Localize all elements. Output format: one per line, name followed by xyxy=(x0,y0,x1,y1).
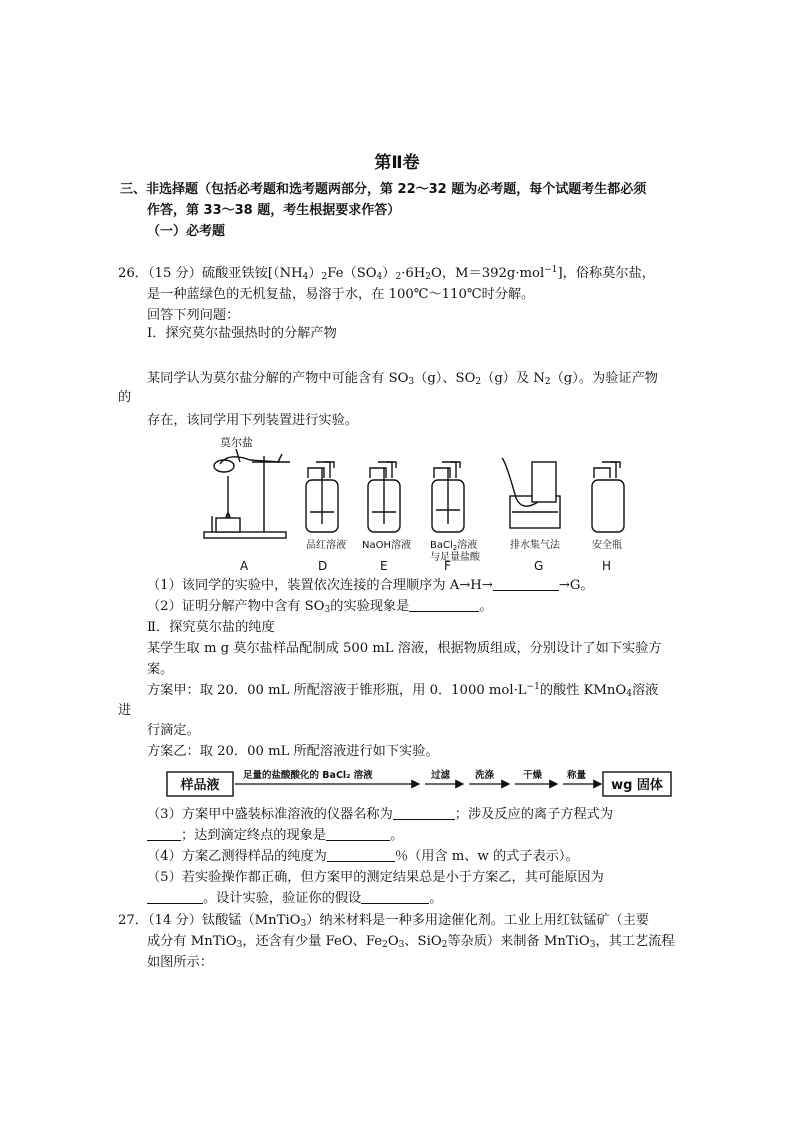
part3-heading-line1: 三、非选择题（包括必考题和选考题两部分，第 22～32 题为必考题，每个试题考生都必须 xyxy=(120,182,647,197)
q2-text: （2）证明分解产物中含有 SO xyxy=(147,599,325,614)
q26-question5: （5）若实验操作都正确，但方案甲的测定结果总是小于方案乙，其可能原因为 xyxy=(147,870,604,885)
q27-line2 xyxy=(147,933,675,951)
answer-blank[interactable] xyxy=(327,848,395,862)
subscript: 2 xyxy=(441,940,448,950)
q1-text: （1）该同学的实验中，装置依次连接的合理顺序为 A→H→ xyxy=(147,578,493,593)
subscript: 2 xyxy=(382,940,388,950)
flow-step1: 足量的盐酸酸化的 BaCl₂ 溶液 xyxy=(243,770,373,781)
q26-intro-text: O，M＝392g·mol xyxy=(431,266,545,281)
part3-heading-line2: 作答，第 33～38 题，考生根据要求作答） xyxy=(147,203,401,218)
subscript: 4 xyxy=(626,689,632,699)
q27-line3: 如图所示： xyxy=(147,955,213,970)
letter-e: E xyxy=(380,559,388,572)
q26-question2 xyxy=(147,598,493,616)
letter-g: G xyxy=(534,559,544,572)
apparatus-a xyxy=(204,435,290,538)
q2-text: 的实验现象是 xyxy=(330,599,410,614)
q26-plan-a-line2: 行滴定。 xyxy=(147,723,200,738)
bottle-f xyxy=(432,462,464,532)
q26-plan-a xyxy=(147,682,658,700)
para-text: 某同学认为莫尔盐分解的产物中可能含有 SO xyxy=(147,371,409,386)
q26-part1-heading: Ⅰ．探究莫尔盐强热时的分解产物 xyxy=(147,326,337,341)
superscript: −1 xyxy=(544,265,558,275)
superscript: −1 xyxy=(526,682,540,692)
q27-text: ）纳米材料是一种多用途催化剂。工业上用红钛锰矿（主要 xyxy=(306,913,650,928)
bottle-h xyxy=(592,462,624,532)
subscript: 2 xyxy=(321,272,328,282)
label-f-line2: 与足量盐酸 xyxy=(430,552,480,563)
q26-para1-line2: 存在，该同学用下列装置进行实验。 xyxy=(147,413,358,428)
q3-text: （3）方案甲中盛装标准溶液的仪器名称为 xyxy=(147,807,393,822)
q5-text: 。设计实验，验证你的假设 xyxy=(203,891,362,906)
q27-number: 27． xyxy=(118,913,148,928)
q26-plan-b: 方案乙：取 20．00 mL 所配溶液进行如下实验。 xyxy=(147,744,439,759)
section-title: 第Ⅱ卷 xyxy=(374,153,420,173)
q27-text: O xyxy=(387,934,399,949)
letter-a: A xyxy=(240,559,249,572)
label-d: 品红溶液 xyxy=(306,540,346,551)
flow-step3: 洗涤 xyxy=(475,770,495,781)
subscript: 4 xyxy=(302,272,309,282)
q2-text: 。 xyxy=(479,599,493,614)
q26-question4 xyxy=(147,848,579,866)
q1-text: →G。 xyxy=(558,578,594,593)
q27-text: 钛酸锰（MnTiO xyxy=(201,913,301,928)
q26-number: 26． xyxy=(118,266,148,281)
subscript: 3 xyxy=(408,377,415,387)
q26-intro-text: 硫酸亚铁铵[（NH xyxy=(201,266,303,281)
flow-start: 样品液 xyxy=(180,778,220,793)
para-text: （g）及 N xyxy=(481,371,545,386)
q3-text: ；涉及反应的离子方程式为 xyxy=(454,807,614,822)
label-h: 安全瓶 xyxy=(592,540,622,551)
letter-h: H xyxy=(602,559,612,572)
bottle-e xyxy=(368,462,400,532)
q26-intro-text: ·6H xyxy=(401,266,426,281)
q3-text: ；达到滴定终点的现象是 xyxy=(181,828,327,843)
subscript: 3 xyxy=(236,940,243,950)
q27-score: （14 分） xyxy=(147,913,202,928)
para-text: （g）。为验证产物 xyxy=(550,371,658,386)
q27-text: 、SiO xyxy=(404,934,442,949)
letter-d: D xyxy=(318,559,328,572)
flow-end: wg 固体 xyxy=(611,778,663,793)
answer-blank[interactable] xyxy=(493,577,559,591)
q26-part2-heading: Ⅱ．探究莫尔盐的纯度 xyxy=(147,620,275,635)
letter-f: F xyxy=(444,559,451,572)
q26-para1-wrap: 的 xyxy=(118,390,132,405)
q5-text: 。 xyxy=(429,891,443,906)
answer-blank[interactable] xyxy=(361,890,429,904)
answer-blank[interactable] xyxy=(147,890,203,904)
q4-text: （4）方案乙测得样品的纯度为 xyxy=(147,849,327,864)
subscript: 2 xyxy=(475,377,482,387)
bottle-d xyxy=(306,462,338,532)
q26-plan-a-wrap: 进 xyxy=(118,703,132,718)
subscript: 2 xyxy=(544,377,551,387)
q26-line2: 是一种蓝绿色的无机复盐，易溶于水，在 100℃～110℃时分解。 xyxy=(147,287,535,302)
q26-intro-text: Fe（SO xyxy=(327,266,377,281)
subscript: 2 xyxy=(395,272,402,282)
q26-para2-line2: 案。 xyxy=(147,662,174,677)
q26-question1 xyxy=(147,577,594,595)
experiment-apparatus-diagram xyxy=(198,432,633,572)
answer-blank[interactable] xyxy=(409,598,479,612)
label-f-part: BaCl xyxy=(430,540,453,551)
plan-a-text: 方案甲：取 20．00 mL 所配溶液于锥形瓶，用 0．1000 mol·L xyxy=(147,683,527,698)
q3-text: 。 xyxy=(390,828,404,843)
answer-blank[interactable] xyxy=(393,806,455,820)
subscript: 2 xyxy=(425,272,432,282)
subscript: 2 xyxy=(452,544,458,552)
q26-intro: 26．（15 分）硫酸亚铁铵[$(NH_4)_2Fe(SO_4)_2\cdot 6H_2O$，M＝392g·mol$^{-1}$]，俗称莫尔盐， xyxy=(118,265,655,282)
q26-question3-line2 xyxy=(147,827,403,845)
subscript: 3 xyxy=(324,605,331,615)
label-f-part: 溶液 xyxy=(457,540,478,551)
q27-line1 xyxy=(118,912,649,930)
part3-heading-line3: （一）必考题 xyxy=(147,224,226,239)
plan-a-text: 的酸性 KMnO xyxy=(539,683,627,698)
label-g: 排水集气法 xyxy=(510,540,560,551)
subscript: 3 xyxy=(398,940,405,950)
answer-blank[interactable] xyxy=(147,827,181,841)
plan-b-flowchart xyxy=(163,766,675,802)
q27-text: ，其工艺流程 xyxy=(595,934,675,949)
q26-line3: 回答下列问题： xyxy=(147,308,240,323)
q26-question5-line2 xyxy=(147,890,442,908)
para-text: （g）、SO xyxy=(414,371,476,386)
flow-step5: 称量 xyxy=(567,770,587,781)
flow-step4: 干燥 xyxy=(523,770,543,781)
q26-score: （15 分） xyxy=(147,266,202,281)
plan-a-text: 溶液 xyxy=(631,683,659,698)
q4-text: ％（用含 m、w 的式子表示）。 xyxy=(394,849,579,864)
subscript: 3 xyxy=(589,940,596,950)
q27-text: 等杂质）来制备 MnTiO xyxy=(447,934,590,949)
q26-question3 xyxy=(147,806,613,824)
label-e: NaOH溶液 xyxy=(362,540,411,551)
collection-g xyxy=(502,458,560,528)
q27-text: ，还含有少量 FeO、Fe xyxy=(242,934,383,949)
answer-blank[interactable] xyxy=(326,827,390,841)
label-f-line1 xyxy=(430,538,477,552)
salt-label: 莫尔盐 xyxy=(220,436,253,449)
subscript: 4 xyxy=(376,272,383,282)
flow-step2: 过滤 xyxy=(431,770,451,781)
q26-para2-line1: 某学生取 m g 莫尔盐样品配制成 500 mL 溶液，根据物质组成，分别设计了如下实验方 xyxy=(147,641,662,656)
subscript: 3 xyxy=(300,919,307,929)
q26-para1 xyxy=(147,370,658,388)
q26-intro-text: ]，俗称莫尔盐， xyxy=(557,266,655,281)
q27-text: 成分有 MnTiO xyxy=(147,934,237,949)
